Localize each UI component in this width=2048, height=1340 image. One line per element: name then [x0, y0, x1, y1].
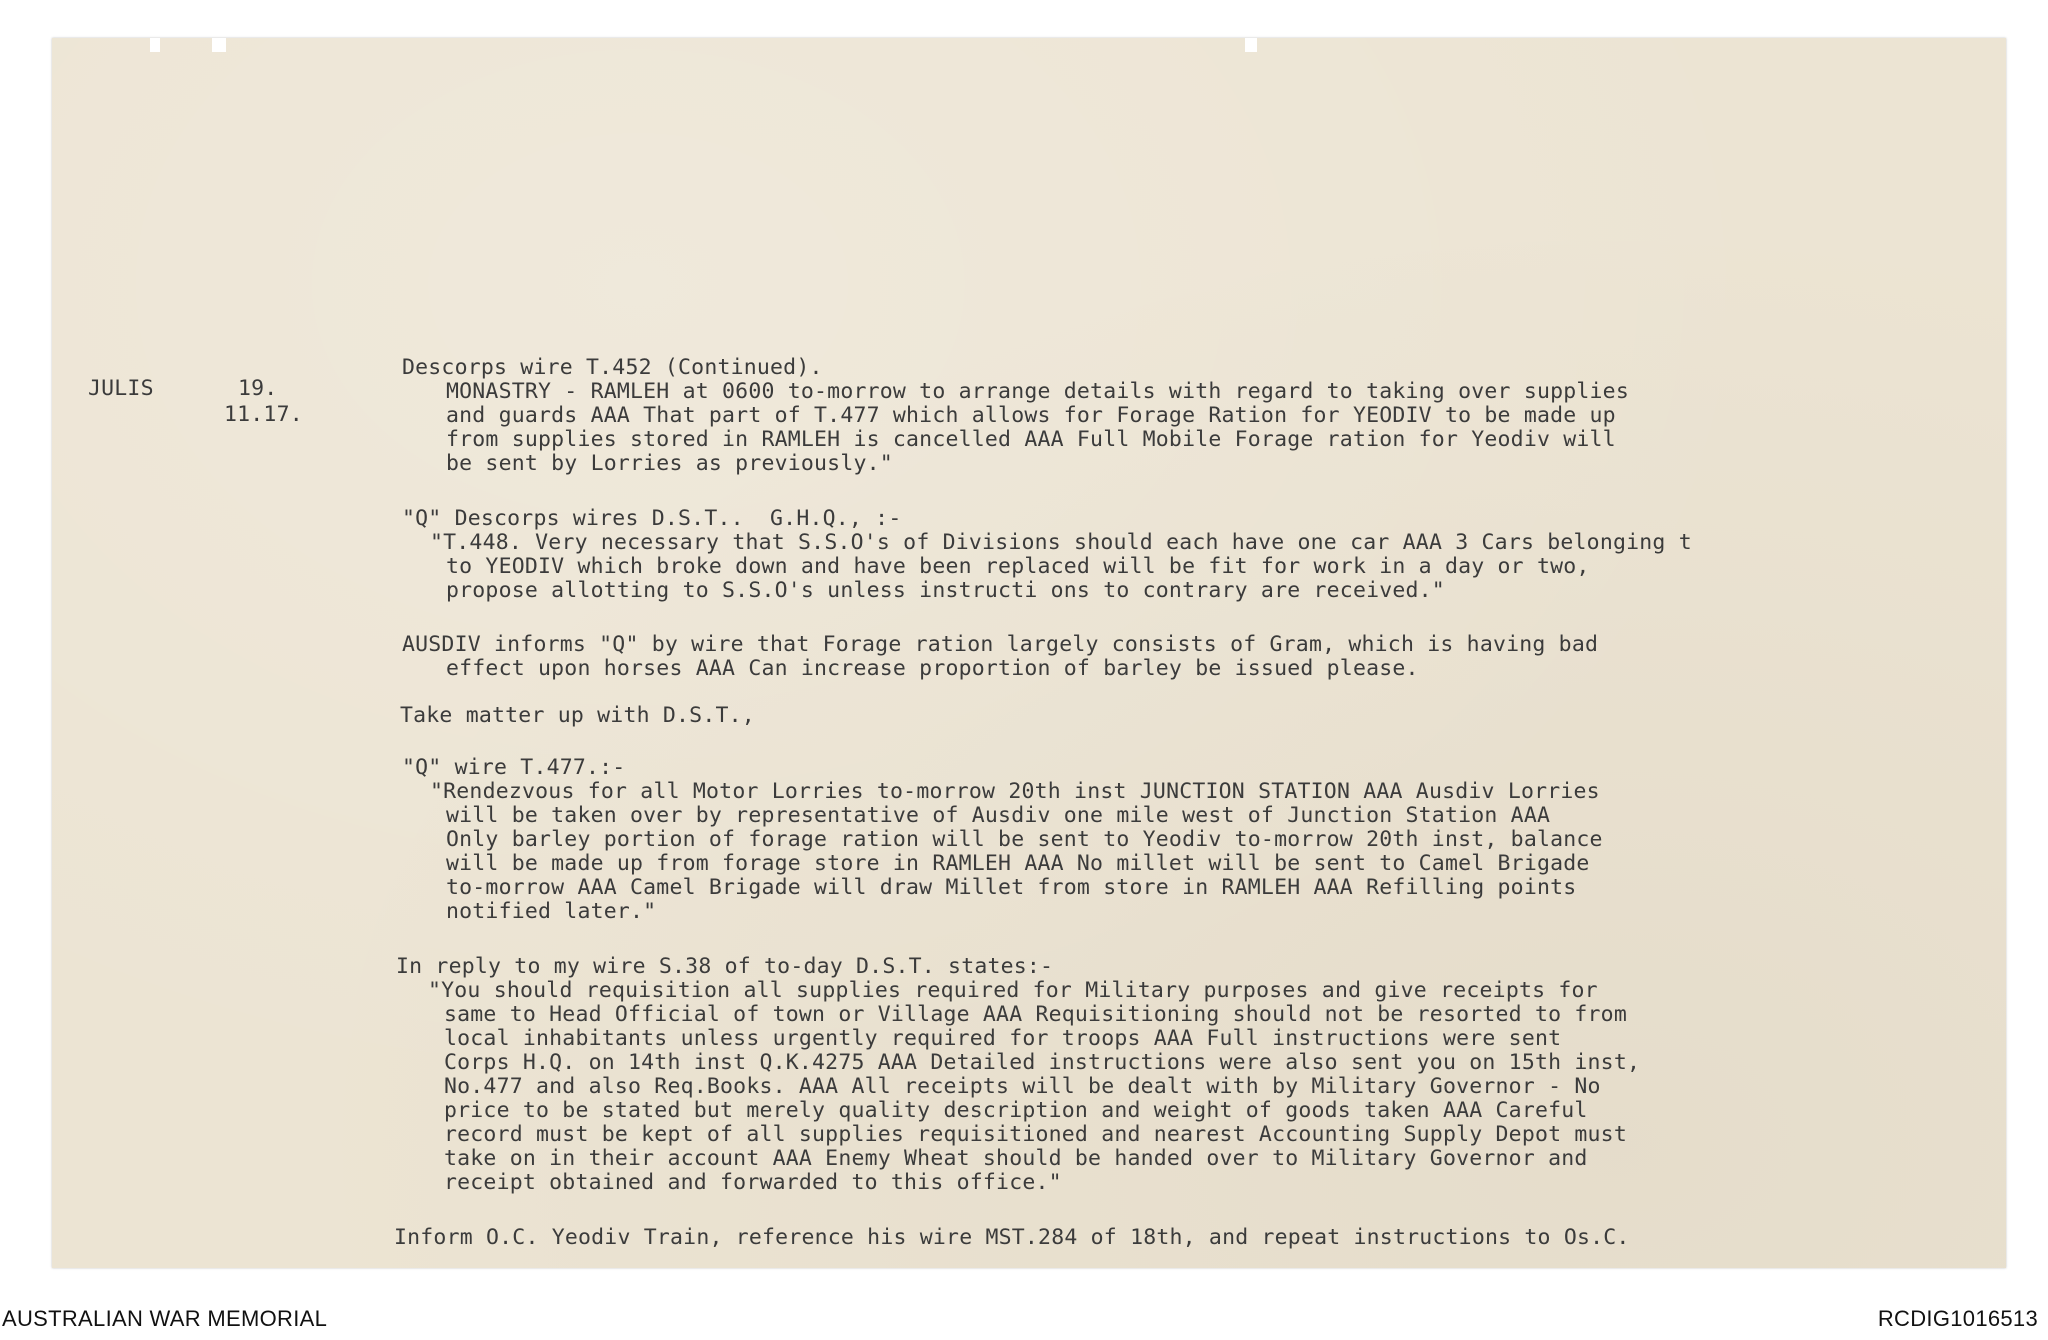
entry-line: effect upon horses AAA Can increase proportion of barley be issued please. [446, 656, 1419, 681]
entry-line: to YEODIV which broke down and have been replaced will be fit for work in a day or two, [446, 554, 1590, 579]
entry-heading: Inform O.C. Yeodiv Train, reference his wire MST.284 of 18th, and repeat instructions to Os.C. [394, 1225, 1630, 1250]
entry-line: be sent by Lorries as previously." [446, 451, 893, 476]
entry-line: will be made up from forage store in RAMLEH AAA No millet will be sent to Camel Brigade [446, 851, 1590, 876]
entry-heading: AUSDIV informs "Q" by wire that Forage ration largely consists of Gram, which is having bad [402, 632, 1599, 657]
entry-line: No.477 and also Req.Books. AAA All receipts will be dealt with by Military Governor - No [444, 1074, 1601, 1099]
margin-day: 19. [238, 376, 278, 401]
margin-month: JULIS [88, 376, 154, 401]
entry-line: Only barley portion of forage ration will be sent to Yeodiv to-morrow 20th inst, balance [446, 827, 1603, 852]
entry-line: propose allotting to S.S.O's unless instructi ons to contrary are received." [446, 578, 1445, 603]
entry-line: same to Head Official of town or Village AAA Requisitioning should not be resorted to from [444, 1002, 1627, 1027]
entry-line: notified later." [446, 899, 657, 924]
paper-tear-mark [1245, 38, 1257, 52]
entry-heading: Descorps wire T.452 (Continued). [402, 355, 823, 380]
entry-line: record must be kept of all supplies requisitioned and nearest Accounting Supply Depot must [444, 1122, 1627, 1147]
entry-line: from supplies stored in RAMLEH is cancelled AAA Full Mobile Forage ration for Yeodiv will [446, 427, 1616, 452]
entry-line: will be taken over by representative of Ausdiv one mile west of Junction Station AAA [446, 803, 1551, 828]
paper-tear-mark [212, 38, 226, 52]
entry-line: "Rendezvous for all Motor Lorries to-morrow 20th inst JUNCTION STATION AAA Ausdiv Lorries [430, 779, 1600, 804]
margin-month-year: 11.17. [224, 402, 303, 427]
entry-line: and guards AAA That part of T.477 which allows for Forage Ration for YEODIV to be made up [446, 403, 1616, 428]
entry-line: to-morrow AAA Camel Brigade will draw Millet from store in RAMLEH AAA Refilling points [446, 875, 1577, 900]
entry-heading: "Q" Descorps wires D.S.T.. G.H.Q., :- [402, 506, 902, 531]
entry-line: receipt obtained and forwarded to this office." [444, 1170, 1062, 1195]
entry-line: local inhabitants unless urgently required for troops AAA Full instructions were sent [444, 1026, 1562, 1051]
record-identifier: RCDIG1016513 [1877, 1306, 2038, 1331]
entry-heading: Take matter up with D.S.T., [400, 703, 755, 728]
entry-heading: In reply to my wire S.38 of to-day D.S.T. states:- [396, 954, 1054, 979]
archive-credit: AUSTRALIAN WAR MEMORIAL [2, 1306, 328, 1331]
entry-line: take on in their account AAA Enemy Wheat should be handed over to Military Governor and [444, 1146, 1588, 1171]
entry-heading: "Q" wire T.477.:- [402, 755, 626, 780]
entry-line: "T.448. Very necessary that S.S.O's of Divisions should each have one car AAA 3 Cars belonging t [430, 530, 1692, 555]
entry-line: "You should requisition all supplies required for Military purposes and give receipts for [428, 978, 1598, 1003]
paper-tear-mark [150, 38, 160, 52]
entry-line: MONASTRY - RAMLEH at 0600 to-morrow to arrange details with regard to taking over supplies [446, 379, 1629, 404]
entry-line: price to be stated but merely quality description and weight of goods taken AAA Careful [444, 1098, 1588, 1123]
entry-line: Corps H.Q. on 14th inst Q.K.4275 AAA Detailed instructions were also sent you on 15th inst, [444, 1050, 1641, 1075]
